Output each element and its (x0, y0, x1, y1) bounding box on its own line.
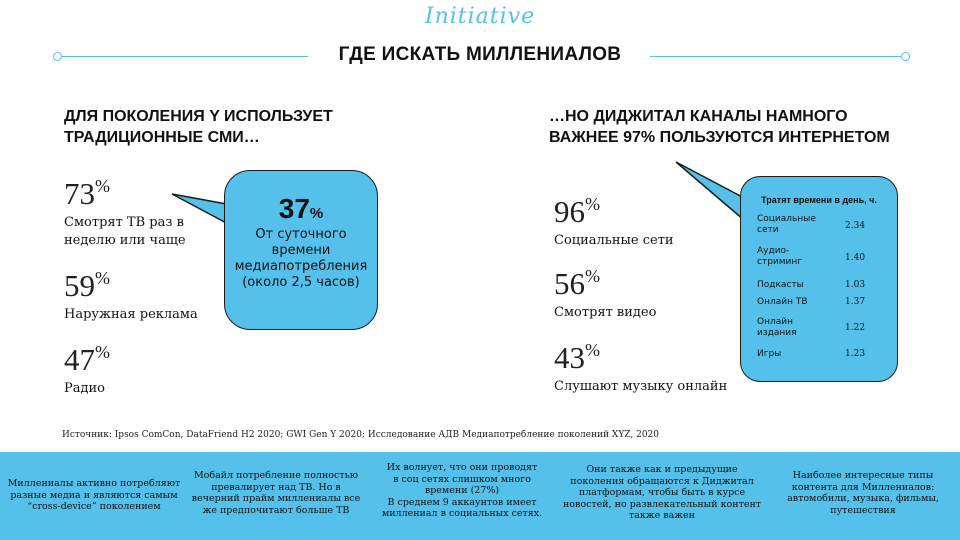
source-note: Источник: Ipsos ComCon, DataFriend H2 2020; GWI Gen Y 2020; Исследование АДВ Медиапотребление поколений XYZ, 2020 (62, 430, 660, 440)
time-row-label: Аудио- стриминг (757, 246, 803, 267)
stat-music (554, 340, 727, 396)
time-row-value: 1.40 (845, 253, 866, 263)
time-row-social (757, 214, 887, 246)
stat-outdoor-value: 59% (64, 268, 110, 303)
time-row-audio (757, 246, 887, 280)
left-heading-line1: ДЛЯ ПОКОЛЕНИЯ Y ИСПОЛЬЗУЕТ (64, 108, 333, 125)
right-callout-table (740, 176, 898, 382)
right-heading-line2: ВАЖНЕЕ 97% ПОЛЬЗУЮТСЯ ИНТЕРНЕТОМ (549, 129, 890, 146)
time-row-value: 2.34 (845, 221, 866, 231)
right-heading-line1: …НО ДИДЖИТАЛ КАНАЛЫ НАМНОГО (549, 108, 848, 125)
stat-video-value: 56% (554, 266, 600, 301)
stat-tv-value: 73% (64, 176, 110, 211)
stat-social-label: Социальные сети (554, 233, 674, 248)
time-row-label: Онлайн издания (757, 317, 797, 338)
bubble-description: От суточного времени медиапотребления (около 2,5 часов) (234, 227, 368, 290)
stat-music-label: Слушают музыку онлайн (554, 379, 728, 394)
insight-content-types: Наиболее интересные типы контента для Миллениалов: автомобили, музыка, фильмы, путешествия (787, 470, 939, 516)
page-title: ГДЕ ИСКАТЬ МИЛЛЕНИАЛОВ (338, 44, 622, 65)
time-row-label: Онлайн ТВ (757, 297, 808, 307)
time-table-title: Тратят времени в день, ч. (761, 195, 877, 205)
right-heading (549, 106, 890, 148)
time-row-label: Игры (757, 349, 782, 359)
time-row-online-tv (757, 297, 887, 317)
time-row-label: Социальные сети (757, 214, 816, 235)
time-row-value: 1.23 (845, 349, 866, 359)
insight-cross-device: Миллениалы активно потребляют разные медиа и являются самым “cross-device” поколением (7, 478, 181, 512)
insight-digital-news: Они также как и предыдущие поколения обращаются к Диджитал платформам, чтобы быть в курсе новостей, но развлекательный контент также важен (562, 464, 762, 521)
time-row-games (757, 349, 887, 366)
stat-social (554, 194, 674, 250)
time-row-label: Подкасты (757, 280, 804, 290)
bubble-percent: 37% (278, 193, 324, 224)
insight-mobile-vs-tv: Мобайл потребление полностью превалирует над ТВ. Но в вечерний прайм миллениалы все же предпочитают больше ТВ (191, 470, 361, 516)
stat-tv-label: Смотрят ТВ раз в неделю или чаще (64, 215, 186, 248)
stat-video (554, 266, 656, 322)
stat-radio-value: 47% (64, 342, 110, 377)
right-tail-seam (741, 198, 753, 228)
stat-video-label: Смотрят видео (554, 305, 657, 320)
time-row-online-media (757, 317, 887, 349)
time-table (757, 214, 887, 366)
insight-social-time: Их волнует, что они проводят в соц сетях слишком много времени (27%) В среднем 9 аккаунтов имеет миллениал в социальных сетях. (381, 462, 543, 519)
time-row-value: 1.37 (845, 297, 866, 307)
time-row-value: 1.03 (845, 280, 866, 290)
time-row-value: 1.22 (845, 323, 866, 333)
stat-outdoor-label: Наружная реклама (64, 307, 198, 322)
time-row-podcasts (757, 280, 887, 297)
stat-music-value: 43% (554, 340, 600, 375)
left-callout-bubble (224, 170, 378, 330)
initiative-logo: Initiative (424, 4, 536, 29)
left-bubble-tail (172, 194, 232, 226)
stat-social-value: 96% (554, 194, 600, 229)
left-tail-seam (225, 205, 235, 225)
stat-radio-label: Радио (64, 381, 105, 396)
left-heading-line2: ТРАДИЦИОННЫЕ СМИ… (64, 129, 260, 146)
